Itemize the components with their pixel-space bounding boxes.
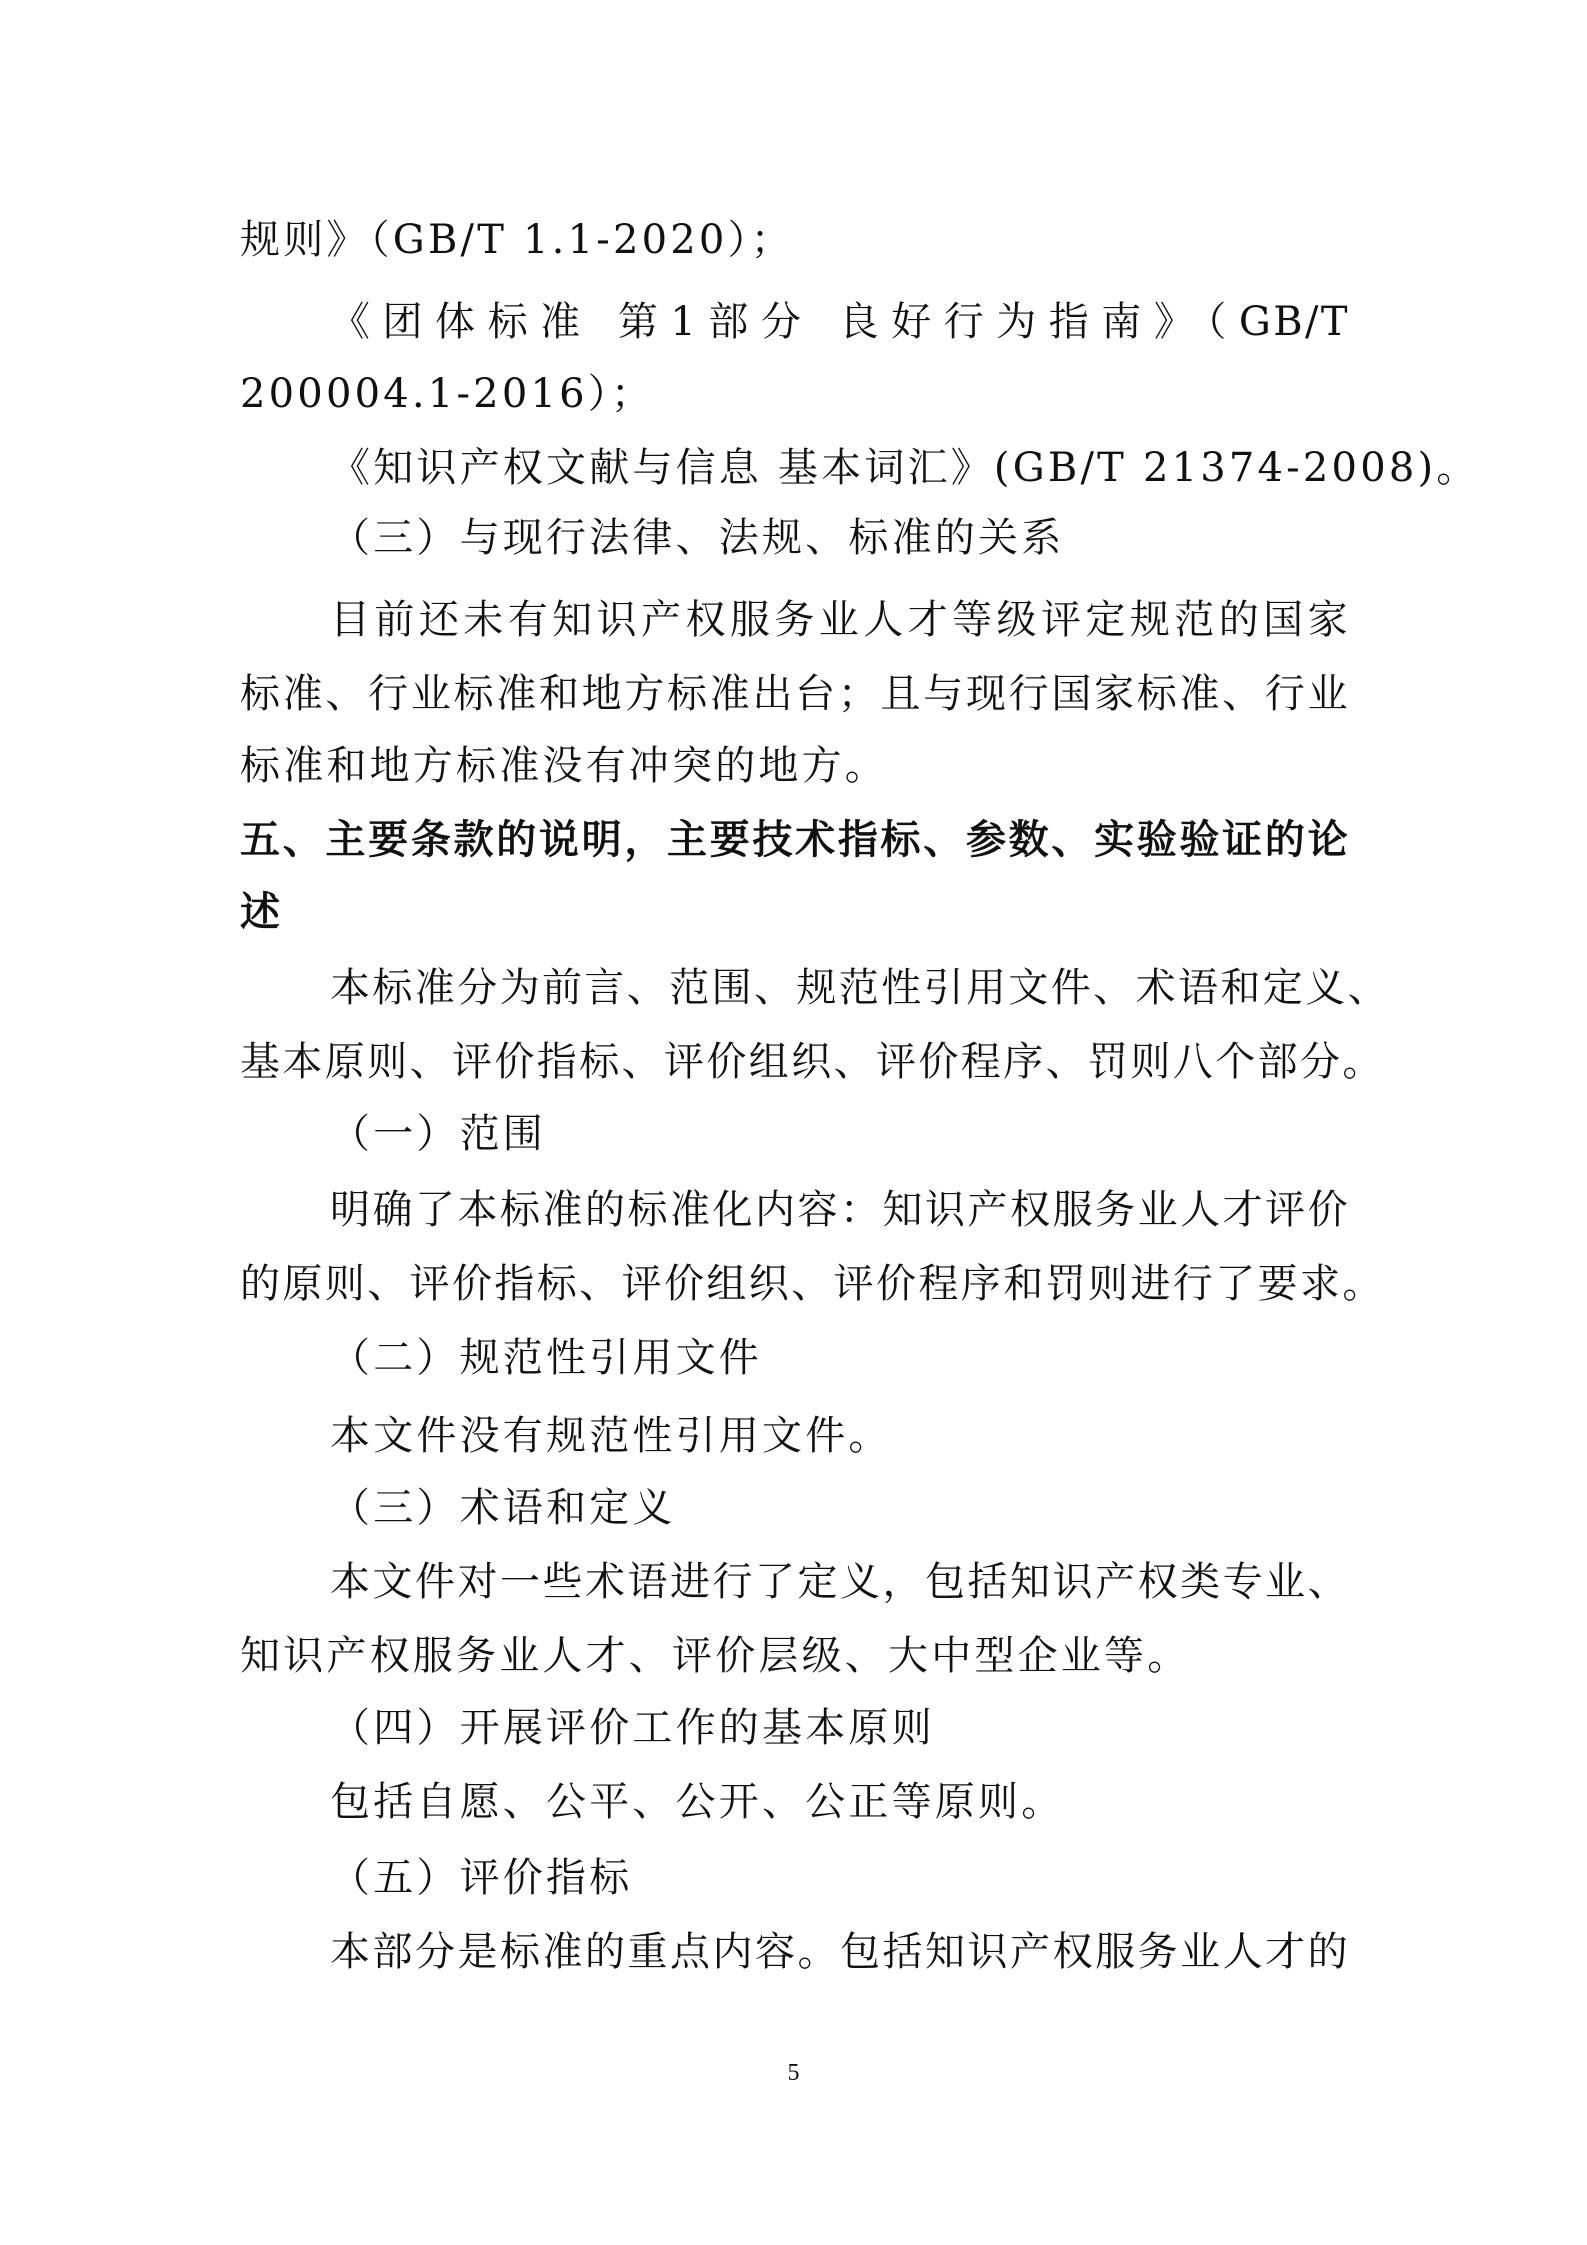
chapter-heading: 五、主要条款的说明，主要技术指标、参数、实验验证的论: [240, 817, 1350, 863]
section-heading: （一）范围: [330, 1111, 546, 1157]
text-line: 本标准分为前言、范围、规范性引用文件、术语和定义、: [330, 965, 1390, 1011]
text-line: 包括自愿、公平、公开、公正等原则。: [330, 1779, 1065, 1825]
page-number: 5: [787, 2060, 800, 2086]
section-heading: （三）与现行法律、法规、标准的关系: [330, 515, 1065, 561]
chapter-heading: 述: [240, 889, 284, 935]
text-line: 标准、行业标准和地方标准出台；且与现行国家标准、行业: [240, 671, 1350, 717]
text-line: 《团体标准 第1部分 良好行为指南》（GB/T: [330, 299, 1350, 345]
text-line: 标准和地方标准没有冲突的地方。: [240, 743, 888, 789]
text-line: 明确了本标准的标准化内容：知识产权服务业人才评价: [330, 1187, 1350, 1233]
section-heading: （三）术语和定义: [330, 1485, 676, 1531]
text-line: 本文件没有规范性引用文件。: [330, 1413, 892, 1459]
text-line: 的原则、评价指标、评价组织、评价程序和罚则进行了要求。: [240, 1261, 1385, 1307]
text-line: 本部分是标准的重点内容。包括知识产权服务业人才的: [330, 1929, 1350, 1975]
text-line: 200004.1-2016）；: [240, 371, 655, 417]
text-line: 规则》（GB/T 1.1-2020）；: [240, 217, 794, 263]
text-line: 基本原则、评价指标、评价组织、评价程序、罚则八个部分。: [240, 1039, 1385, 1085]
text-line: 《知识产权文献与信息 基本词汇》(GB/T 21374-2008)。: [330, 445, 1480, 491]
text-line: 知识产权服务业人才、评价层级、大中型企业等。: [240, 1633, 1191, 1679]
section-heading: （四）开展评价工作的基本原则: [330, 1705, 935, 1751]
section-heading: （五）评价指标: [330, 1855, 633, 1901]
text-line: 本文件对一些术语进行了定义，包括知识产权类专业、: [330, 1559, 1350, 1605]
section-heading: （二）规范性引用文件: [330, 1335, 762, 1381]
text-line: 目前还未有知识产权服务业人才等级评定规范的国家: [330, 597, 1350, 643]
